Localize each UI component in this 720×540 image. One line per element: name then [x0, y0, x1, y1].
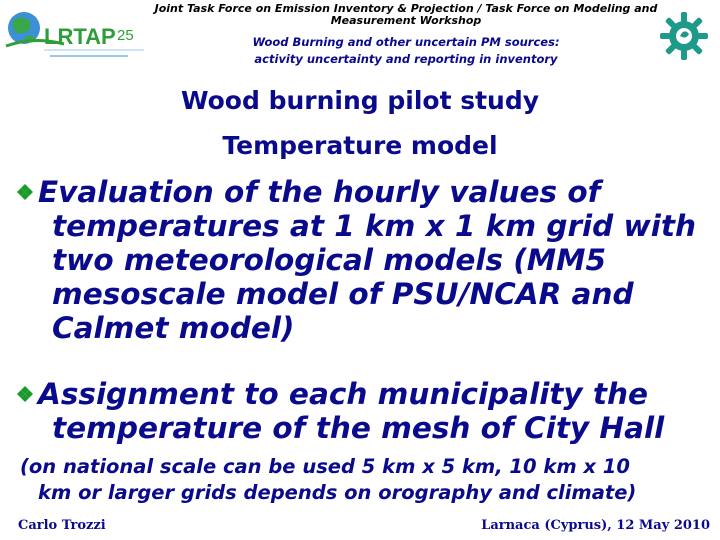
- diamond-bullet-icon: [16, 183, 34, 201]
- note-line-1: (on national scale can be used 5 km x 5 km, 10 km x 10: [20, 455, 630, 478]
- bullet-line: Assignment to each municipality the: [38, 377, 649, 411]
- bullet-line: temperatures at 1 km x 1 km grid with: [52, 209, 696, 243]
- header-line-2: Measurement Workshop: [330, 14, 482, 27]
- footer-place-date: Larnaca (Cyprus), 12 May 2010: [481, 518, 710, 533]
- lrtap-logo-icon: [4, 6, 156, 64]
- subtitle-line-1: Wood Burning and other uncertain PM sources:: [252, 35, 560, 49]
- bullet-item: [16, 175, 706, 345]
- bullet-line: Evaluation of the hourly values of: [38, 175, 601, 209]
- bullet-line: mesoscale model of PSU/NCAR and: [52, 277, 634, 311]
- slide-subtitle: Temperature model: [222, 131, 498, 160]
- bullet-item: [16, 377, 706, 445]
- bullet-line: two meteorological models (MM5: [52, 243, 607, 277]
- note-line-2: km or larger grids depends on orography and climate): [38, 481, 637, 504]
- subtitle-line-2: activity uncertainty and reporting in inventory: [254, 52, 558, 66]
- diamond-bullet-icon: [16, 385, 34, 403]
- footer-author: Carlo Trozzi: [18, 518, 106, 533]
- note-text: [20, 454, 710, 506]
- header-line-1: Joint Task Force on Emission Inventory & Projection / Task Force on Modeling and: [154, 2, 658, 15]
- gear-sun-logo-icon: [658, 10, 710, 62]
- workshop-subtitle: [150, 34, 662, 68]
- slide-title: Wood burning pilot study: [180, 86, 540, 115]
- workshop-header: [150, 3, 662, 27]
- logo-number: 25: [117, 27, 134, 44]
- bullet-line: Calmet model): [52, 311, 295, 345]
- bullet-line: temperature of the mesh of City Hall: [52, 411, 665, 445]
- logo-text: LRTAP: [44, 24, 116, 49]
